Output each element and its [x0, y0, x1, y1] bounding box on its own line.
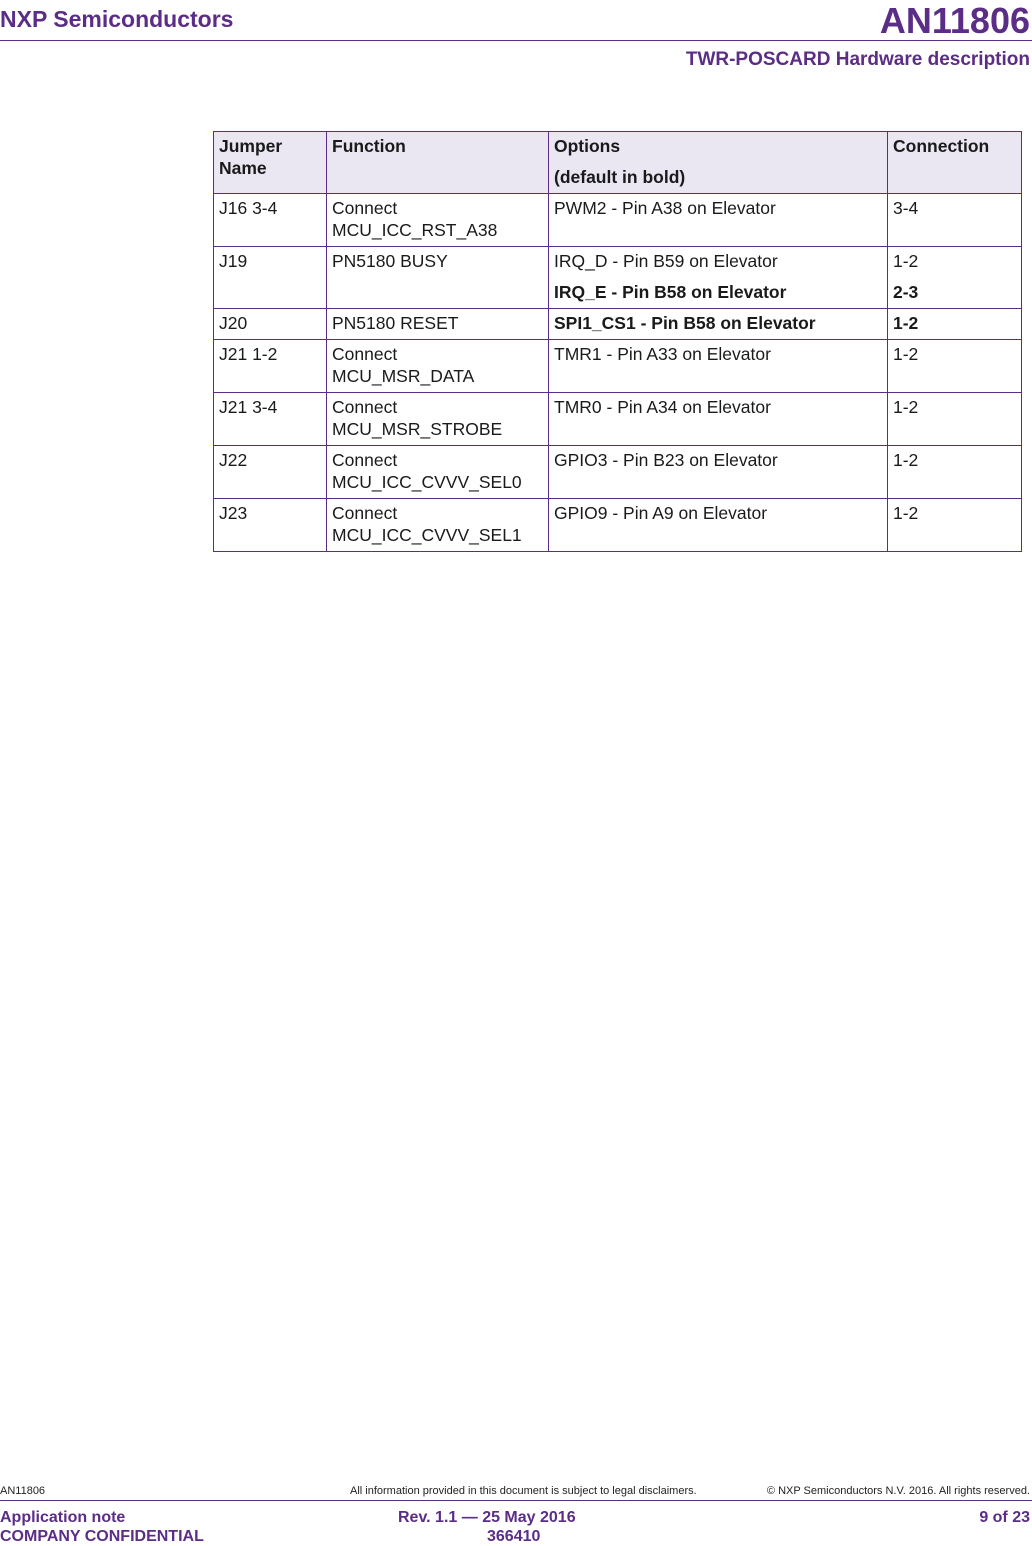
cell-connections	[888, 247, 1022, 309]
cell-connection: 1-2	[888, 446, 1022, 499]
cell-option: TMR1 - Pin A33 on Elevator	[549, 340, 888, 393]
jumper-table	[213, 131, 1022, 552]
cell-function: PN5180 RESET	[327, 309, 549, 340]
footer-doc-code: 366410	[487, 1528, 541, 1545]
cell-jumper: J19	[214, 247, 327, 309]
cell-options	[549, 247, 888, 309]
table-row	[214, 194, 1022, 247]
footer-confidentiality: COMPANY CONFIDENTIAL	[0, 1528, 204, 1545]
header-options-label: Options	[554, 136, 621, 156]
header-connection: Connection	[888, 132, 1022, 194]
section-title: TWR-POSCARD Hardware description	[685, 49, 1030, 70]
cell-connection-default: 1-2	[888, 309, 1022, 340]
header-divider	[0, 40, 1032, 41]
footer-doc-id: AN11806	[0, 1485, 46, 1497]
cell-option: GPIO3 - Pin B23 on Elevator	[549, 446, 888, 499]
cell-jumper: J20	[214, 309, 327, 340]
cell-connection: 1-2	[888, 340, 1022, 393]
table-row	[214, 309, 1022, 340]
cell-option: TMR0 - Pin A34 on Elevator	[549, 393, 888, 446]
cell-function: Connect MCU_ICC_CVVV_SEL1	[327, 499, 549, 552]
table-row	[214, 499, 1022, 552]
footer-revision: Rev. 1.1 — 25 May 2016	[398, 1509, 576, 1526]
footer-doc-type: Application note	[0, 1509, 126, 1526]
table-row	[214, 446, 1022, 499]
cell-connection: 1-2	[888, 393, 1022, 446]
document-id: AN11806	[879, 0, 1030, 41]
cell-function: Connect MCU_MSR_STROBE	[327, 393, 549, 446]
cell-option-default: SPI1_CS1 - Pin B58 on Elevator	[549, 309, 888, 340]
table-row	[214, 247, 1022, 309]
cell-jumper: J22	[214, 446, 327, 499]
cell-option: GPIO9 - Pin A9 on Elevator	[549, 499, 888, 552]
cell-jumper: J21 1-2	[214, 340, 327, 393]
cell-function: Connect MCU_ICC_RST_A38	[327, 194, 549, 247]
company-name: NXP Semiconductors	[0, 6, 234, 32]
footer-copyright: © NXP Semiconductors N.V. 2016. All rights reserved.	[766, 1485, 1030, 1497]
header-options	[549, 132, 888, 194]
cell-jumper: J16 3-4	[214, 194, 327, 247]
table-row	[214, 340, 1022, 393]
cell-connection-default: 2-3	[893, 282, 919, 302]
cell-function: Connect MCU_ICC_CVVV_SEL0	[327, 446, 549, 499]
footer-divider	[0, 1500, 1032, 1501]
cell-connection: 3-4	[888, 194, 1022, 247]
cell-connection: 1-2	[888, 499, 1022, 552]
cell-function: PN5180 BUSY	[327, 247, 549, 309]
table-row	[214, 393, 1022, 446]
cell-jumper: J21 3-4	[214, 393, 327, 446]
footer-page-number: 9 of 23	[979, 1509, 1030, 1526]
cell-option-default: IRQ_E - Pin B58 on Elevator	[554, 282, 787, 302]
footer-disclaimer: All information provided in this document is subject to legal disclaimers.	[350, 1485, 697, 1497]
cell-option: IRQ_D - Pin B59 on Elevator	[554, 251, 778, 271]
table-header-row	[214, 132, 1022, 194]
header-function: Function	[327, 132, 549, 194]
cell-option: PWM2 - Pin A38 on Elevator	[549, 194, 888, 247]
header-jumper-name: Jumper Name	[214, 132, 327, 194]
cell-function: Connect MCU_MSR_DATA	[327, 340, 549, 393]
header-options-note: (default in bold)	[554, 167, 686, 187]
cell-connection: 1-2	[893, 251, 919, 271]
cell-jumper: J23	[214, 499, 327, 552]
